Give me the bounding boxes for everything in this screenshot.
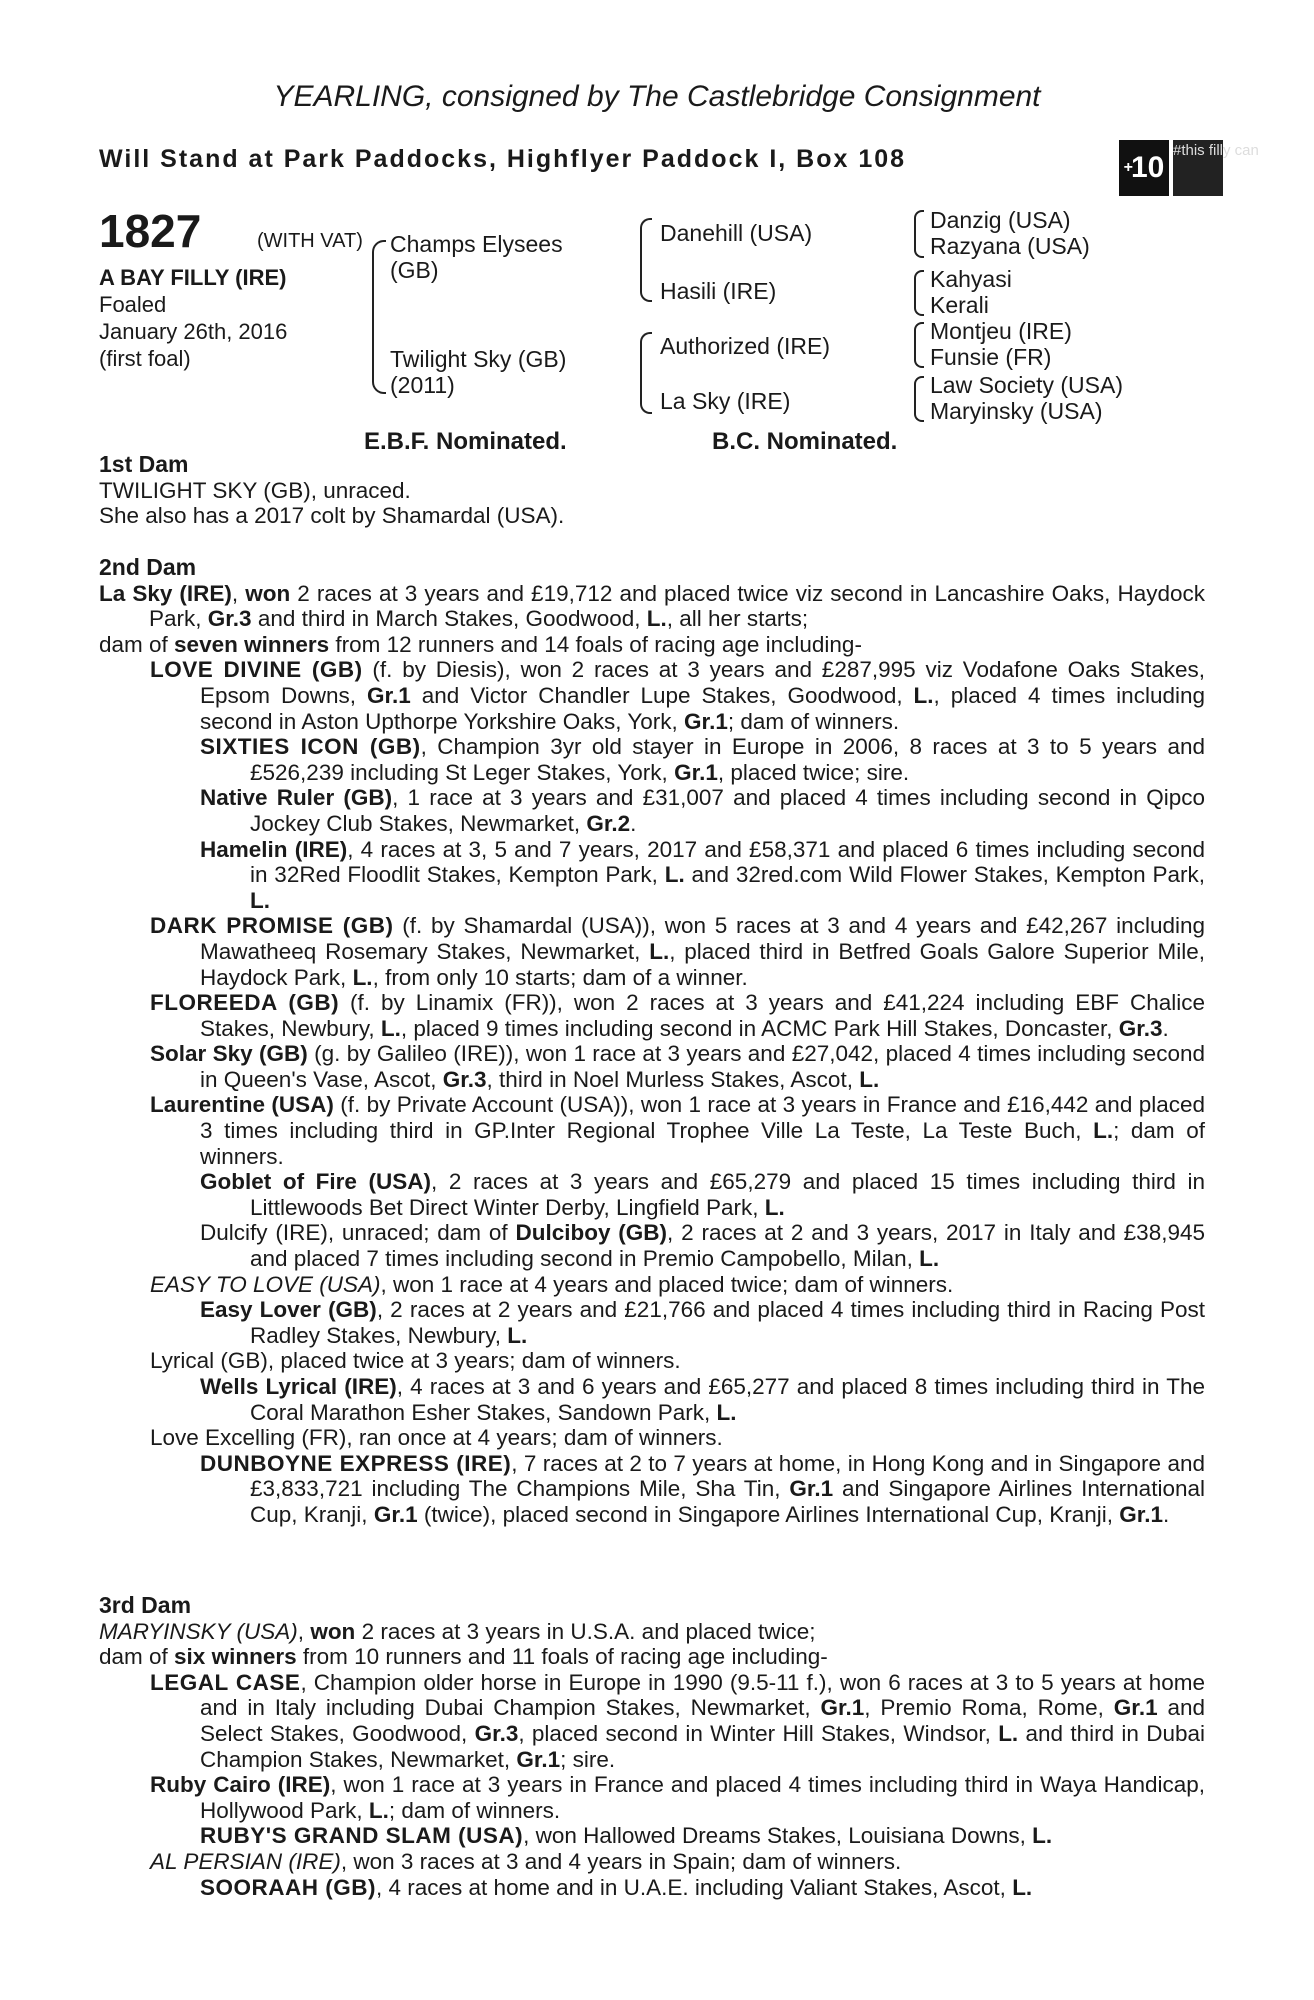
pedigree-brace-1 <box>372 240 386 394</box>
pedigree-brace-4 <box>914 210 924 258</box>
bc-nominated: B.C. Nominated. <box>712 428 898 455</box>
pedigree-sire-sire: Danehill (USA) <box>660 220 813 246</box>
pedigree-g6: Funsie (FR) <box>930 344 1052 370</box>
first-dam-section <box>99 452 1205 529</box>
pedigree-g5: Montjeu (IRE) <box>930 318 1072 344</box>
logo-ten-badge: + 10 <box>1119 140 1169 196</box>
pedigree-brace-6 <box>914 322 924 368</box>
produce-love-excelling: Love Excelling (FR), ran once at 4 years; dam of winners. <box>150 1425 723 1451</box>
lot-number: 1827 <box>99 205 202 257</box>
second-dam-summary: La Sky (IRE), won 2 races at 3 years and £19,712 and placed twice viz second in Lancashire Oaks, Haydock Park, Gr.3 and third in March Stakes, Goodwood, L., all her starts; <box>99 580 1205 632</box>
produce-native-ruler: Native Ruler (GB), 1 race at 3 years and £31,007 and placed 4 times including second in Qipco Jockey Club Stakes, Newmarket, Gr.2. <box>200 785 1205 836</box>
pedigree-brace-2 <box>640 218 652 302</box>
pedigree-brace-5 <box>914 270 924 316</box>
pedigree-dam-dam: La Sky (IRE) <box>660 388 791 414</box>
produce-floreeda: FLOREEDA (GB) (f. by Linamix (FR)), won 2 races at 3 years and £41,224 including EBF Chalice Stakes, Newbury, L., placed 9 times including second in ACMC Park Hill Stakes, Doncaster, Gr.3. <box>150 990 1205 1041</box>
vat-note: (WITH VAT) <box>257 230 363 252</box>
first-dam-produce: She also has a 2017 colt by Shamardal (USA). <box>99 503 565 529</box>
produce-dark-promise: DARK PROMISE (GB) (f. by Shamardal (USA)), won 5 races at 3 and 4 years and £42,267 including Mawatheeq Rosemary Stakes, Newmarket, L., placed third in Betfred Goals Galore Superior Mile, Haydock Park, L., from only 10 starts; dam of a winner. <box>150 913 1206 990</box>
ebf-nominated: E.B.F. Nominated. <box>364 428 567 455</box>
pedigree-g8: Maryinsky (USA) <box>930 398 1103 424</box>
produce-hamelin: Hamelin (IRE), 4 races at 3, 5 and 7 years, 2017 and £58,371 and placed 6 times including second in 32Red Floodlit Stakes, Kempton Park, L. and 32red.com Wild Flower Stakes, Kempton Park, L. <box>200 836 1206 913</box>
produce-sixties-icon: SIXTIES ICON (GB), Champion 3yr old stayer in Europe in 2006, 8 races at 3 to 5 years and £526,239 including St Leger Stakes, York, Gr.1, placed twice; sire. <box>200 734 1205 785</box>
pedigree-sire: Champs Elysees (GB) <box>390 231 563 283</box>
produce-laurentine: Laurentine (USA) (f. by Private Account (USA)), won 1 race at 3 years in France and £16,442 and placed 3 times including third in GP.Inter Regional Trophee Ville La Teste, La Teste Buch, L.; dam of winners. <box>150 1092 1205 1169</box>
produce-wells-lyrical: Wells Lyrical (IRE), 4 races at 3 and 6 years and £65,277 and placed 8 times including third in The Coral Marathon Esher Stakes, Sandown Park, L. <box>200 1374 1206 1425</box>
produce-legal-case: LEGAL CASE, Champion older horse in Europe in 1990 (9.5-11 f.), won 6 races at 3 to 5 years at home and in Italy including Dubai Champion Stakes, Newmarket, Gr.1, Premio Roma, Rome, Gr.1 and Select Stakes, Goodwood, Gr.3, placed second in Winter Hill Stakes, Windsor, L. and third in Dubai Champion Stakes, Newmarket, Gr.1; sire. <box>150 1669 1205 1772</box>
pedigree-brace-3 <box>640 332 652 414</box>
pedigree-brace-7 <box>914 376 924 422</box>
first-dam-heading: 1st Dam <box>99 451 189 477</box>
pedigree-dam: Twilight Sky (GB) (2011) <box>390 346 567 398</box>
produce-ruby-cairo: Ruby Cairo (IRE), won 1 race at 3 years in France and placed 4 times including third in Waya Handicap, Hollywood Park, L.; dam of winners. <box>150 1772 1205 1823</box>
second-dam-produce: dam of seven winners from 12 runners and 14 foals of racing age including- <box>99 631 862 657</box>
produce-easy-to-love: EASY TO LOVE (USA), won 1 race at 4 years and placed twice; dam of winners. <box>150 1271 954 1297</box>
logo-tag: #this filly can <box>1173 140 1223 196</box>
page-title: YEARLING, consigned by The Castlebridge Consignment <box>273 80 1041 113</box>
third-dam-summary: MARYINSKY (USA), won 2 races at 3 years in U.S.A. and placed twice; <box>99 1618 816 1644</box>
produce-al-persian: AL PERSIAN (IRE), won 3 races at 3 and 4 years in Spain; dam of winners. <box>150 1848 902 1874</box>
second-dam-heading: 2nd Dam <box>99 554 197 580</box>
foaled-date: January 26th, 2016 <box>99 319 288 344</box>
pedigree-g3: Kahyasi <box>930 266 1012 292</box>
pedigree-g4: Kerali <box>930 292 989 318</box>
produce-rubys-grand-slam: RUBY'S GRAND SLAM (USA), won Hallowed Dreams Stakes, Louisiana Downs, L. <box>200 1823 1053 1849</box>
produce-dunboyne-express: DUNBOYNE EXPRESS (IRE), 7 races at 2 to 7 years at home, in Hong Kong and in Singapore and £3,833,721 including The Champions Mile, Sha Tin, Gr.1 and Singapore Airlines International Cup, Kranji, Gr.1 (twice), placed second in Singapore Airlines International Cup, Kranji, Gr.1. <box>200 1450 1205 1527</box>
produce-solar-sky: Solar Sky (GB) (g. by Galileo (IRE)), won 1 race at 3 years and £27,042, placed 4 times including second in Queen's Vase, Ascot, Gr.3, third in Noel Murless Stakes, Ascot, L. <box>150 1041 1205 1092</box>
pedigree-sire-dam: Hasili (IRE) <box>660 278 777 304</box>
third-dam-section <box>99 1593 1205 1900</box>
pedigree-g2: Razyana (USA) <box>930 233 1090 259</box>
pedigree-g7: Law Society (USA) <box>930 372 1124 398</box>
foal-note: (first foal) <box>99 346 191 371</box>
produce-sooraah: SOORAAH (GB), 4 races at home and in U.A.E. including Valiant Stakes, Ascot, L. <box>200 1874 1033 1900</box>
produce-love-divine: LOVE DIVINE (GB) (f. by Diesis), won 2 races at 3 years and £287,995 viz Vodafone Oaks Stakes, Epsom Downs, Gr.1 and Victor Chandler Lupe Stakes, Goodwood, L., placed 4 times including second in Aston Upthorpe Yorkshire Oaks, York, Gr.1; dam of winners. <box>150 657 1205 734</box>
pedigree-dam-sire: Authorized (IRE) <box>660 333 831 359</box>
produce-goblet-of-fire: Goblet of Fire (USA), 2 races at 3 years and £65,279 and placed 15 times including third in Littlewoods Bet Direct Winter Derby, Lingfield Park, L. <box>200 1169 1205 1220</box>
first-dam-line: TWILIGHT SKY (GB), unraced. <box>99 477 411 503</box>
lot-name: A BAY FILLY (IRE) <box>99 265 287 290</box>
foaled-label: Foaled <box>99 292 167 317</box>
lot-details <box>99 264 287 372</box>
pedigree-g1: Danzig (USA) <box>930 207 1071 233</box>
produce-lyrical: Lyrical (GB), placed twice at 3 years; dam of winners. <box>150 1348 681 1374</box>
produce-dulcify: Dulcify (IRE), unraced; dam of Dulciboy (GB), 2 races at 2 and 3 years, 2017 in Italy and £38,945 and placed 7 times including second in Premio Campobello, Milan, L. <box>200 1220 1206 1272</box>
produce-easy-lover: Easy Lover (GB), 2 races at 2 years and £21,766 and placed 4 times including third in Racing Post Radley Stakes, Newbury, L. <box>200 1297 1205 1348</box>
third-dam-heading: 3rd Dam <box>99 1592 192 1618</box>
third-dam-produce: dam of six winners from 10 runners and 11 foals of racing age including- <box>99 1644 828 1670</box>
second-dam-section <box>99 555 1205 1528</box>
stand-location: Will Stand at Park Paddocks, Highflyer Paddock I, Box 108 <box>99 145 907 173</box>
this-filly-can-logo <box>1119 140 1259 196</box>
